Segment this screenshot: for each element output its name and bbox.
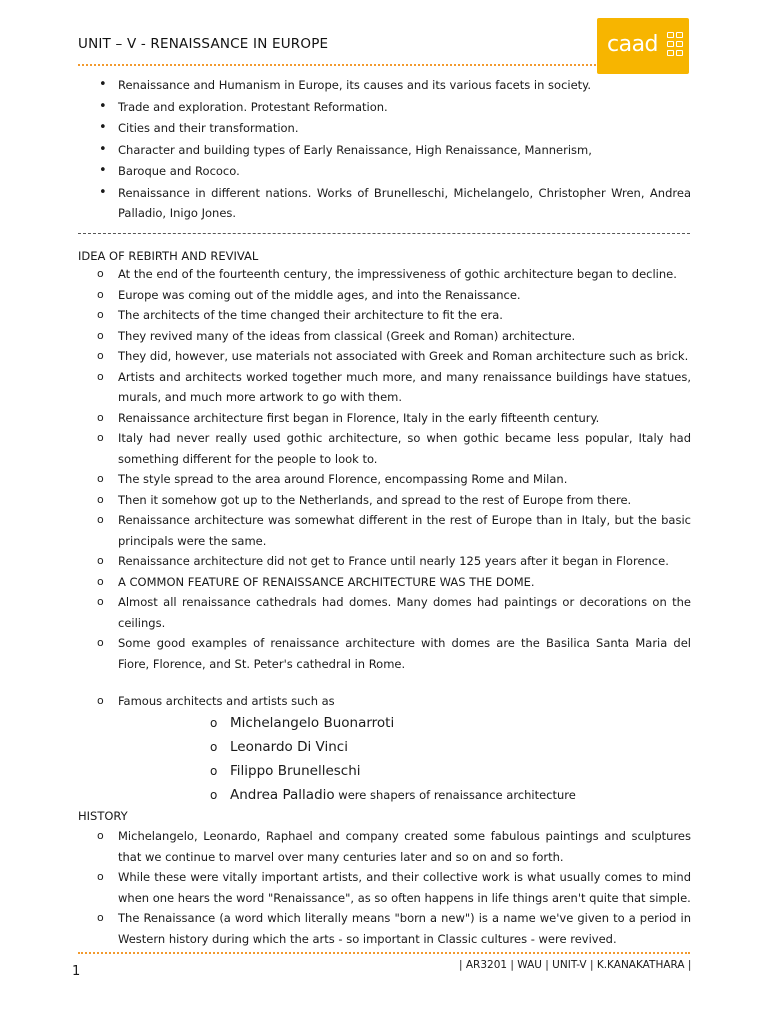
list-item: o Renaissance architecture was somewhat different in the rest of Europe than in Italy, but the basic principals were the same. [78,510,691,551]
list-item: o Michelangelo, Leonardo, Raphael and company created some fabulous paintings and sculptures that we continue to marvel over many centuries later and so on and so forth. [78,826,691,867]
list-item: o While these were vitally important artists, and their collective work is what usually comes to mind when one hears the word "Renaissance", as so often happens in life things aren't quite that simple. [78,867,691,908]
list-item: o Some good examples of renaissance architecture with domes are the Basilica Santa Maria del Fiore, Florence, and St. Peter's cathedral in Rome. [78,633,691,674]
logo-text: caad [607,32,659,57]
list-item: o Then it somehow got up to the Netherlands, and spread to the rest of Europe from there. [78,490,691,511]
unit-title: UNIT – V - RENAISSANCE IN EUROPE [78,36,329,52]
page-number: 1 [72,964,81,979]
topic-item: • Renaissance in different nations. Works of Brunelleschi, Michelangelo, Christopher Wren, Andrea Palladio, Inigo Jones. [78,183,691,224]
list-item: o At the end of the fourteenth century, the impressiveness of gothic architecture began to decline. [78,264,691,285]
topic-item: • Baroque and Rococo. [78,161,691,182]
footer-text: | AR3201 | WAU | UNIT-V | K.KANAKATHARA | [459,959,692,971]
list-item: o Italy had never really used gothic architecture, so when gothic became less popular, Italy had something different for the people to look to. [78,428,691,469]
list-item: o They did, however, use materials not associated with Greek and Roman architecture such as brick. [78,346,691,367]
architect-name: Michelangelo Buonarroti [230,715,395,731]
footer-divider [78,952,690,954]
topics-list [78,75,691,224]
section-heading-history: HISTORY [78,809,128,823]
header-divider [78,64,596,66]
section-divider [78,233,690,234]
architects-suffix: were shapers of renaissance architecture [334,788,576,802]
topic-item: • Trade and exploration. Protestant Reformation. [78,97,691,118]
architect-item [208,783,628,807]
list-item: o The Renaissance (a word which literally means "born a new") is a name we've given to a period in Western history during which the arts - so important in Classic cultures - were revived. [78,908,691,949]
list-item: o Renaissance architecture first began in Florence, Italy in the early fifteenth century. [78,408,691,429]
list-item: o Artists and architects worked together much more, and many renaissance buildings have statues, murals, and much more artwork to go with them. [78,367,691,408]
topic-item: • Cities and their transformation. [78,118,691,139]
section-heading-rebirth: IDEA OF REBIRTH AND REVIVAL [78,249,259,263]
architect-name: Leonardo Di Vinci [230,739,348,755]
famous-intro: o Famous architects and artists such as [78,691,691,712]
architect-item [208,759,628,783]
history-list [78,826,691,949]
list-item: o They revived many of the ideas from classical (Greek and Roman) architecture. [78,326,691,347]
list-item: o The style spread to the area around Florence, encompassing Rome and Milan. [78,469,691,490]
logo-grid-icon [667,32,685,58]
architect-name: Filippo Brunelleschi [230,763,361,779]
topic-item: • Character and building types of Early Renaissance, High Renaissance, Mannerism, [78,140,691,161]
architect-item [208,735,628,759]
list-item: o A COMMON FEATURE OF RENAISSANCE ARCHITECTURE WAS THE DOME. [78,572,691,593]
list-item: o Europe was coming out of the middle ages, and into the Renaissance. [78,285,691,306]
list-item: o The architects of the time changed their architecture to fit the era. [78,305,691,326]
famous-intro-list [78,691,691,712]
architect-name: Andrea Palladio [230,787,335,803]
caad-logo [597,18,689,74]
architects-list [208,711,628,807]
list-item: o Renaissance architecture did not get to France until nearly 125 years after it began in Florence. [78,551,691,572]
list-item: o Almost all renaissance cathedrals had domes. Many domes had paintings or decorations on the ceilings. [78,592,691,633]
architect-item [208,711,628,735]
topic-item: • Renaissance and Humanism in Europe, its causes and its various facets in society. [78,75,691,96]
rebirth-list [78,264,691,674]
